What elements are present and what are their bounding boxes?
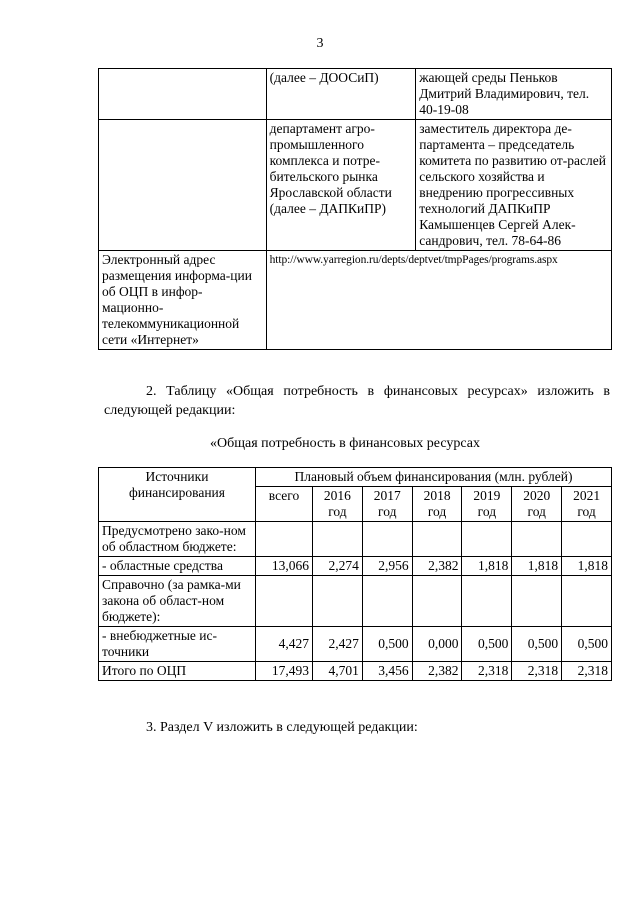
value-cell: 0,500	[462, 627, 512, 662]
header-year: 2018 год	[412, 487, 462, 522]
url-label-cell: Электронный адрес размещения информа-ции об ОЦП в инфор-мационно-телекоммуникационной сети «Интернет»	[99, 251, 267, 350]
header-total: всего	[256, 487, 313, 522]
url-link[interactable]: http://www.yarregion.ru/depts/deptvet/tmpPages/programs.aspx	[266, 251, 611, 350]
value-cell: 13,066	[256, 557, 313, 576]
row-label: Справочно (за рамка-ми закона об област-ном бюджете):	[99, 576, 256, 627]
value-cell: 2,382	[412, 557, 462, 576]
header-year: 2019 год	[462, 487, 512, 522]
value-cell	[412, 576, 462, 627]
table-row	[99, 557, 612, 576]
value-cell	[462, 576, 512, 627]
value-cell: 0,500	[362, 627, 412, 662]
table-row	[99, 627, 612, 662]
table-row	[99, 251, 612, 350]
value-cell: 17,493	[256, 662, 313, 681]
value-cell	[512, 576, 562, 627]
value-cell: 4,427	[256, 627, 313, 662]
header-sources: Источники финансирования	[99, 468, 256, 522]
paragraph-2: 2. Таблицу «Общая потребность в финансовых ресурсах» изложить в следующей редакции:	[104, 384, 610, 418]
value-cell	[313, 576, 363, 627]
value-cell: 0,500	[512, 627, 562, 662]
value-cell: 2,274	[313, 557, 363, 576]
value-cell: 1,818	[462, 557, 512, 576]
value-cell: 2,318	[462, 662, 512, 681]
value-cell	[362, 576, 412, 627]
value-cell	[256, 522, 313, 557]
table-row	[99, 576, 612, 627]
contacts-table	[98, 68, 612, 350]
value-cell: 2,956	[362, 557, 412, 576]
value-cell: 1,818	[562, 557, 612, 576]
dept-cell: департамент агро-промышленного комплекса и потре-бительского рынка Ярославской области (далее – ДАПКиПР)	[266, 120, 416, 251]
value-cell: 2,318	[562, 662, 612, 681]
contact-cell: жающей среды Пеньков Дмитрий Владимирович, тел. 40-19-08	[416, 69, 612, 120]
value-cell	[362, 522, 412, 557]
row-label: - областные средства	[99, 557, 256, 576]
value-cell: 0,500	[562, 627, 612, 662]
table-row	[99, 69, 612, 120]
header-year: 2017 год	[362, 487, 412, 522]
value-cell: 2,427	[313, 627, 363, 662]
dept-cell: (далее – ДООСиП)	[266, 69, 416, 120]
header-year: 2020 год	[512, 487, 562, 522]
table-row	[99, 522, 612, 557]
value-cell	[562, 576, 612, 627]
value-cell	[313, 522, 363, 557]
table-row	[99, 120, 612, 251]
value-cell	[256, 576, 313, 627]
value-cell: 0,000	[412, 627, 462, 662]
finance-table	[98, 467, 612, 681]
value-cell: 2,318	[512, 662, 562, 681]
table-row	[99, 662, 612, 681]
value-cell: 4,701	[313, 662, 363, 681]
header-year: 2021 год	[562, 487, 612, 522]
value-cell	[462, 522, 512, 557]
table-header-row	[99, 468, 612, 487]
value-cell	[562, 522, 612, 557]
page-number: 3	[316, 36, 324, 51]
row-label: Предусмотрено зако-ном об областном бюджете:	[99, 522, 256, 557]
value-cell	[512, 522, 562, 557]
value-cell	[412, 522, 462, 557]
row-label: - внебюджетные ис-точники	[99, 627, 256, 662]
contact-cell: заместитель директора де-партамента – председатель комитета по развитию от-раслей сельского хозяйства и внедрению прогрессивных технологий ДАПКиПР Камышенцев Сергей Алек-сандрович, тел. 78-64-86	[416, 120, 612, 251]
table-cell-empty	[99, 69, 267, 120]
value-cell: 1,818	[512, 557, 562, 576]
value-cell: 3,456	[362, 662, 412, 681]
table-caption: «Общая потребность в финансовых ресурсах	[210, 436, 480, 451]
value-cell: 2,382	[412, 662, 462, 681]
row-label: Итого по ОЦП	[99, 662, 256, 681]
paragraph-3: 3. Раздел V изложить в следующей редакции:	[146, 720, 418, 735]
table-cell-empty	[99, 120, 267, 251]
header-plan: Плановый объем финансирования (млн. рублей)	[256, 468, 612, 487]
header-year: 2016 год	[313, 487, 363, 522]
